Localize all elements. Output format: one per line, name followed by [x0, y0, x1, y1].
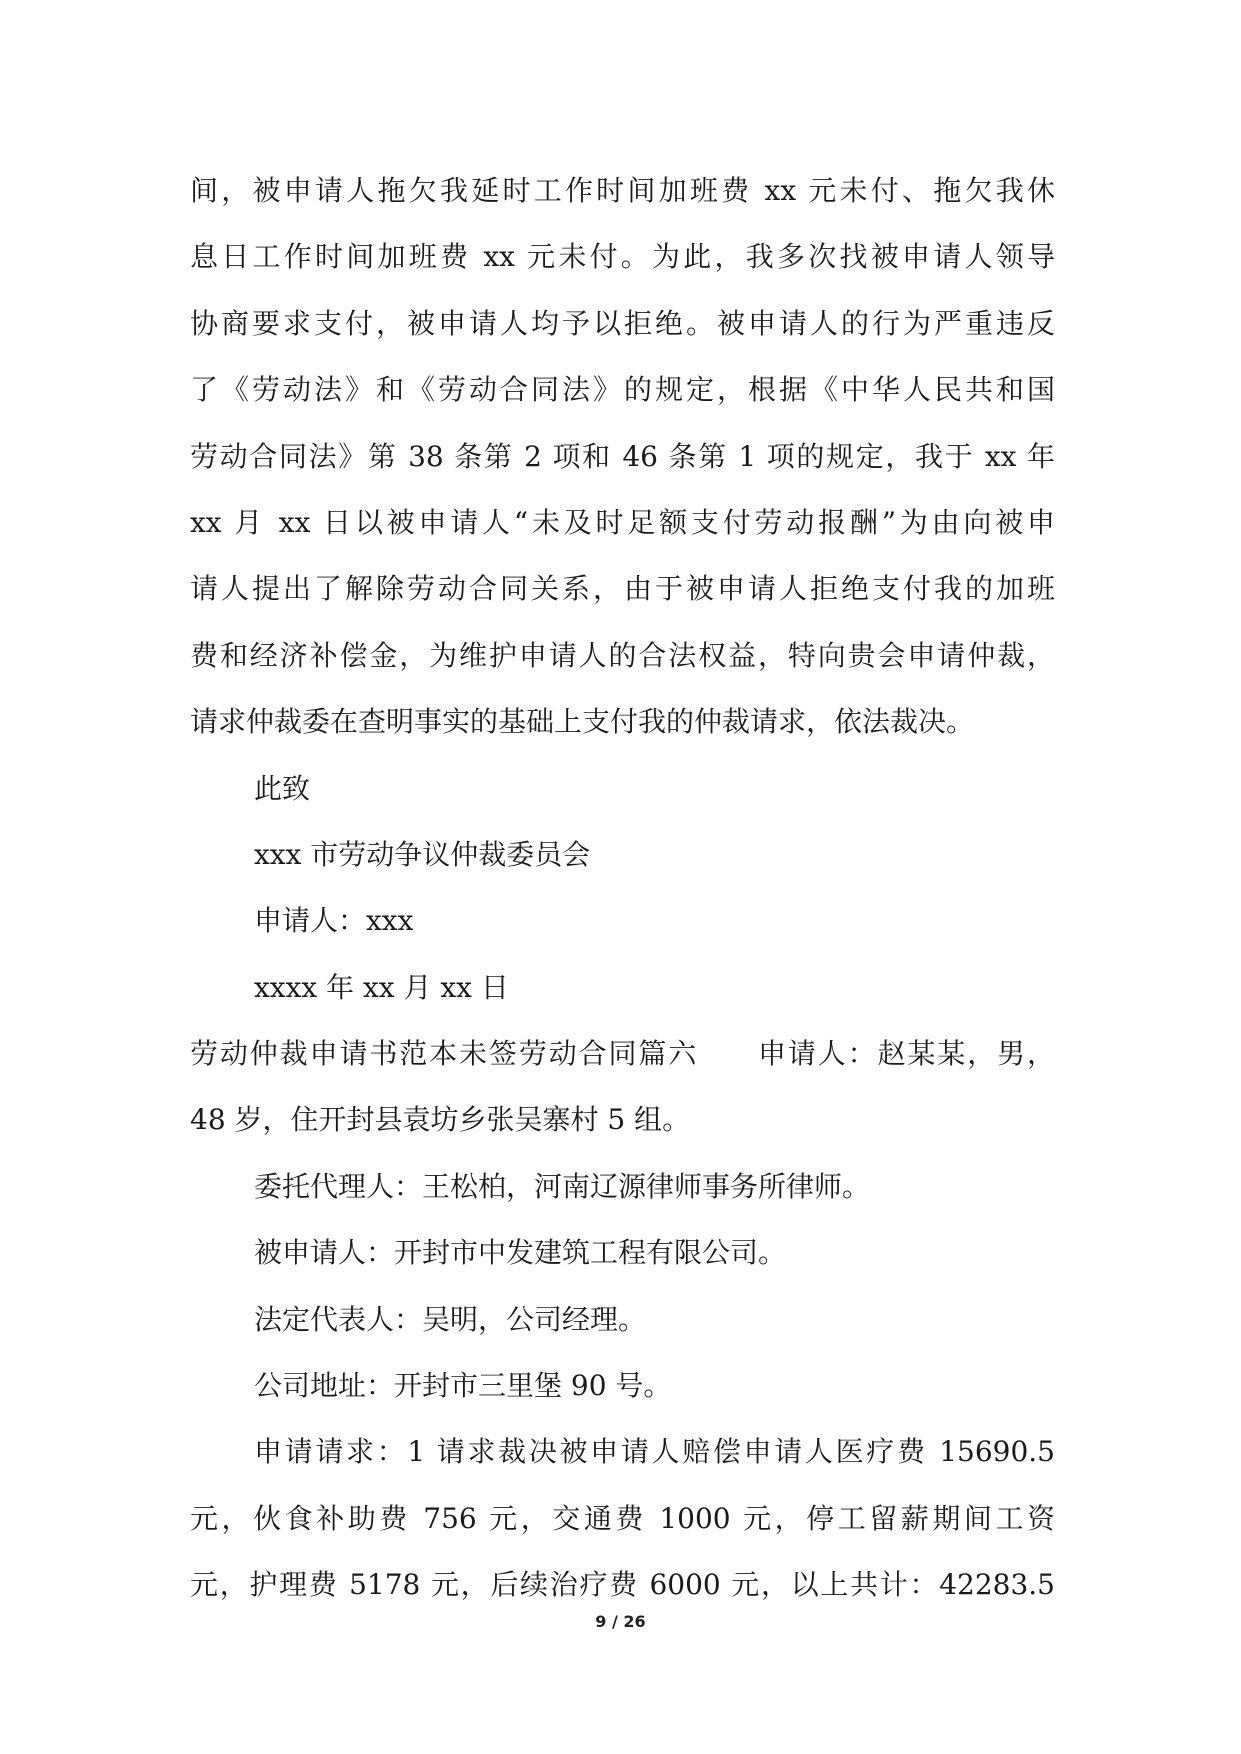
text-line: 间，被申请人拖欠我延时工作时间加班费 xx 元未付、拖欠我休 [190, 174, 1055, 207]
text-line: 费和经济补偿金，为维护申请人的合法权益，特向贵会申请仲裁， [190, 638, 1055, 672]
respondent-line: 被申请人：开封市中发建筑工程有限公司。 [254, 1236, 787, 1270]
text-line: 协商要求支付，被申请人均予以拒绝。被申请人的行为严重违反 [190, 306, 1055, 340]
text-line: 元，护理费 5178 元，后续治疗费 6000 元，以上共计：42283.5 [190, 1568, 1055, 1602]
company-address-line: 公司地址：开封市三里堡 90 号。 [254, 1369, 672, 1403]
text-line: 请求仲裁委在查明事实的基础上支付我的仲裁请求，依法裁决。 [190, 705, 975, 739]
text-line: 了《劳动法》和《劳动合同法》的规定，根据《中华人民共和国 [190, 373, 1055, 407]
text-line: xx 月 xx 日以被申请人“未及时足额支付劳动报酬”为由向被申 [190, 505, 1055, 539]
section-heading-line: 劳动仲裁申请书范本未签劳动合同篇六 申请人：赵某某，男， [190, 1037, 1055, 1071]
text-line: 请人提出了解除劳动合同关系，由于被申请人拒绝支付我的加班 [190, 572, 1055, 606]
text-line: 元，伙食补助费 756 元，交通费 1000 元，停工留薪期间工资 [190, 1501, 1055, 1535]
text-line: 劳动合同法》第 38 条第 2 项和 46 条第 1 项的规定，我于 xx 年 [190, 439, 1055, 473]
text-line: 48 岁，住开封县袁坊乡张吴寨村 5 组。 [190, 1103, 691, 1137]
legal-representative-line: 法定代表人：吴明，公司经理。 [254, 1302, 647, 1336]
page-number: 9 / 26 [595, 1612, 646, 1631]
recipient: xxx 市劳动争议仲裁委员会 [254, 837, 591, 871]
agent-line: 委托代理人：王松柏，河南辽源律师事务所律师。 [254, 1169, 871, 1203]
claims-line: 申请请求：1 请求裁决被申请人赔偿申请人医疗费 15690.5 [254, 1435, 1055, 1469]
date-line: xxxx 年 xx 月 xx 日 [254, 970, 509, 1004]
salutation: 此致 [254, 771, 311, 805]
applicant-signature: 申请人：xxx [254, 904, 414, 938]
text-line: 息日工作时间加班费 xx 元未付。为此，我多次找被申请人领导 [190, 240, 1055, 274]
document-body [190, 158, 1055, 1619]
